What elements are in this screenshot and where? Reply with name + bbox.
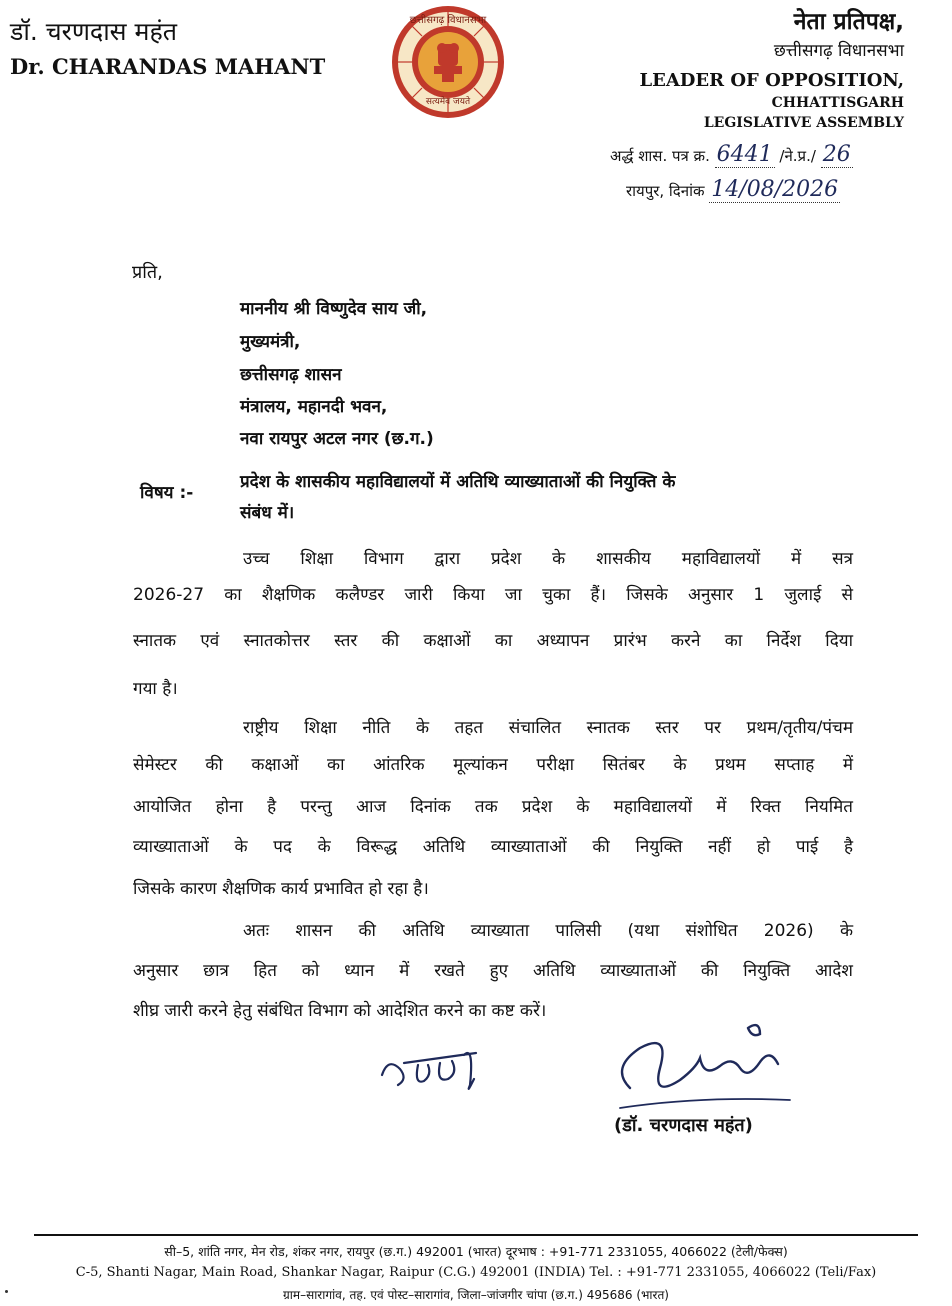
title-english: LEADER OF OPPOSITION, bbox=[639, 70, 904, 91]
body-line: सेमेस्टर की कक्षाओं का आंतरिक मूल्यांकन परीक्षा सितंबर के प्रथम सप्ताह में bbox=[133, 755, 853, 775]
date-row bbox=[626, 177, 840, 202]
recipient-line: नवा रायपुर अटल नगर (छ.ग.) bbox=[240, 429, 434, 449]
ref-label-1: अर्द्ध शास. पत्र क्र. bbox=[610, 147, 710, 165]
footer-address-english: C-5, Shanti Nagar, Main Road, Shankar Nagar, Raipur (C.G.) 492001 (INDIA) Tel. : +91-771 2331055, 4066022 (Teli/Fax) bbox=[75, 1265, 877, 1280]
ref-year: 26 bbox=[822, 142, 851, 167]
title-hindi: नेता प्रतिपक्ष, bbox=[793, 9, 904, 35]
scan-dot bbox=[5, 1290, 8, 1293]
assembly-hindi: छत्तीसगढ़ विधानसभा bbox=[773, 41, 904, 61]
reference-row bbox=[610, 142, 853, 167]
body-line: अतः शासन की अतिथि व्याख्याता पालिसी (यथा संशोधित 2026) के bbox=[243, 921, 853, 941]
body-line: शीघ्र जारी करने हेतु संबंधित विभाग को आदेशित करने का कष्ट करें। bbox=[133, 1001, 547, 1021]
recipient-line: मंत्रालय, महानदी भवन, bbox=[240, 397, 388, 417]
ref-label-2: /ने.प्र./ bbox=[779, 147, 816, 165]
subject-line: प्रदेश के शासकीय महाविद्यालयों में अतिथि व्याख्याताओं की नियुक्ति के bbox=[240, 472, 676, 492]
handwritten-signature bbox=[600, 1018, 800, 1118]
body-line: उच्च शिक्षा विभाग द्वारा प्रदेश के शासकीय महाविद्यालयों में सत्र bbox=[243, 549, 853, 569]
body-line: व्याख्याताओं के पद के विरूद्ध अतिथि व्याख्याताओं की नियुक्ति नहीं हो पाई है bbox=[133, 837, 853, 857]
body-line: अनुसार छात्र हित को ध्यान में रखते हुए अतिथि व्याख्याताओं की नियुक्ति आदेश bbox=[133, 961, 853, 981]
handwritten-sadar bbox=[378, 1035, 488, 1095]
subject-label: विषय :- bbox=[140, 483, 194, 503]
recipient-prefix: प्रति, bbox=[132, 262, 163, 283]
subject-line: संबंध में। bbox=[240, 503, 295, 523]
footer-address-hindi: सी–5, शांति नगर, मेन रोड, शंकर नगर, रायपुर (छ.ग.) 492001 (भारत) दूरभाष : +91-771 2331055, 4066022 (टेली/फेक्स) bbox=[164, 1244, 788, 1259]
recipient-line: माननीय श्री विष्णुदेव साय जी, bbox=[240, 299, 428, 319]
seal-text-top: छत्तीसगढ़ विधानसभा bbox=[409, 15, 487, 26]
body-line: आयोजित होना है परन्तु आज दिनांक तक प्रदेश के महाविद्यालयों में रिक्त नियमित bbox=[133, 797, 853, 817]
footer-divider bbox=[34, 1234, 918, 1236]
body-line: गया है। bbox=[133, 679, 178, 699]
footer-village-address: ग्राम–सारागांव, तह. एवं पोस्ट–सारागांव, जिला–जांजगीर चांपा (छ.ग.) 495686 (भारत) bbox=[283, 1288, 669, 1302]
date-value: 14/08/2026 bbox=[711, 177, 839, 202]
body-line: स्नातक एवं स्नातकोत्तर स्तर की कक्षाओं का अध्यापन प्रारंभ करने का निर्देश दिया bbox=[133, 631, 853, 651]
body-line: जिसके कारण शैक्षणिक कार्य प्रभावित हो रहा है। bbox=[133, 879, 429, 899]
body-line: 2026-27 का शैक्षणिक कलैण्डर जारी किया जा चुका हैं। जिसके अनुसार 1 जुलाई से bbox=[133, 585, 853, 605]
state-english: CHHATTISGARH bbox=[771, 95, 904, 111]
ref-number: 6441 bbox=[716, 142, 773, 167]
signer-name: (डॉ. चरणदास महंत) bbox=[614, 1115, 753, 1136]
body-line: राष्ट्रीय शिक्षा नीति के तहत संचालित स्नातक स्तर पर प्रथम/तृतीय/पंचम bbox=[243, 718, 853, 738]
sender-name-english: Dr. CHARANDAS MAHANT bbox=[10, 54, 326, 79]
sender-name-hindi: डॉ. चरणदास महंत bbox=[10, 17, 177, 46]
date-label: रायपुर, दिनांक bbox=[626, 182, 705, 200]
recipient-line: मुख्यमंत्री, bbox=[240, 332, 301, 352]
legislature-english: LEGISLATIVE ASSEMBLY bbox=[703, 115, 904, 131]
recipient-line: छत्तीसगढ़ शासन bbox=[240, 365, 342, 385]
seal-text-bottom: सत्यमेव जयते bbox=[425, 97, 471, 107]
